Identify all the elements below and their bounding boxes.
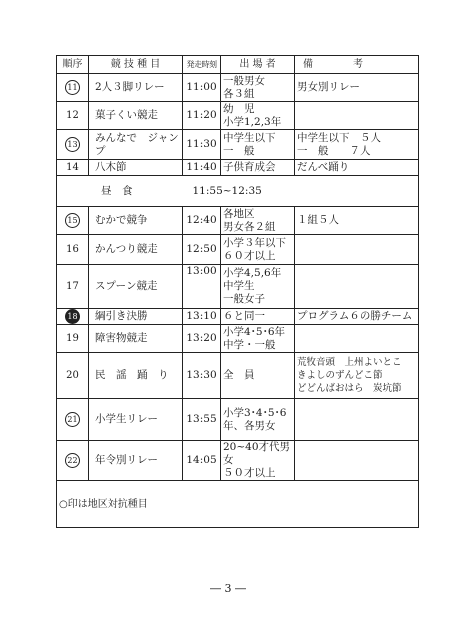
participant-line: ６と同一 [223,310,265,322]
participant-line: 小学３年以下 [223,236,286,249]
order-number: 15 [65,213,80,228]
remarks-cell [295,265,419,309]
order-cell [57,325,89,353]
participants-cell [221,265,295,309]
event-cell [89,235,183,265]
remark-line: きよしのずんどこ節 [297,370,383,381]
event-cell [89,441,183,481]
participant-line: 小学1,2,3年 [223,115,282,128]
participants-cell [221,207,295,235]
order-cell [57,235,89,265]
order-number: 17 [66,281,79,292]
start-time: 14:05 [186,454,217,466]
participant-line: ６０才以上 [223,249,276,262]
order-cell [57,265,89,309]
remarks-cell [295,309,419,325]
start-time: 11:30 [186,138,217,150]
event-cell [89,130,183,160]
participants-cell [221,102,295,130]
order-cell [57,130,89,160]
table-row [57,265,419,309]
start-time: 13:10 [186,310,217,322]
event-cell [89,265,183,309]
participant-line: 中学生 [223,280,255,292]
participant-line: ５０才以上 [223,467,276,479]
participant-line: 幼 児 [223,102,255,115]
remarks-cell [295,130,419,160]
participant-line: 小学3･4･5･6 [223,406,287,419]
lunch-row [57,176,419,207]
header-start-time: 発走時刻 [183,56,221,74]
participant-line: 全 員 [223,369,255,381]
remarks-cell [295,235,419,265]
participant-line: 各地区 [223,207,255,220]
note-row [57,481,419,528]
page-number: ― 3 ― [210,582,246,595]
participant-line: 小学4,5,6年 [223,267,282,279]
lunch-label: 昼 食 [101,184,133,197]
remark-line: プログラム６の勝チーム [297,310,413,322]
participant-line: 中学生以下 [223,131,276,144]
event-cell [89,353,183,399]
time-cell [183,160,221,176]
start-time: 13:55 [186,413,217,425]
header-order: 順序 [57,56,89,74]
start-time: 11:20 [186,109,217,121]
time-cell [183,102,221,130]
time-cell [183,130,221,160]
event-name: 八木節 [95,161,127,173]
program-table [56,55,419,528]
event-name: 2人３脚リレー [95,81,165,93]
order-cell [57,207,89,235]
header-remarks: 備 考 [295,56,419,74]
time-cell [183,353,221,399]
table-row [57,353,419,399]
participant-line: 各３組 [223,87,255,100]
remarks-cell [295,74,419,102]
participant-line: 子供育成会 [223,161,276,173]
order-cell [57,441,89,481]
participants-cell [221,441,295,481]
participant-line: 男女各２組 [223,220,276,233]
start-time: 11:40 [186,161,217,173]
event-name: 民 謡 踊 り [95,369,169,381]
time-cell [183,74,221,102]
remark-line: 荒牧音頭 上州よいとこ [297,357,402,368]
event-cell [89,74,183,102]
remarks-cell [295,325,419,353]
participants-cell [221,160,295,176]
participant-line: 中学・一般 [223,338,276,351]
table-row [57,309,419,325]
participants-cell [221,353,295,399]
order-number: 14 [66,162,79,173]
order-number: 18 [65,309,80,324]
participant-line: 年、各男女 [223,419,276,432]
participants-cell [221,325,295,353]
time-cell [183,441,221,481]
start-time: 12:40 [186,214,217,226]
table-row [57,207,419,235]
order-number: 11 [65,80,80,95]
table-row [57,441,419,481]
order-number: 16 [66,244,79,255]
event-cell [89,399,183,441]
start-time: 13:30 [186,369,217,381]
order-cell [57,74,89,102]
remarks-cell [295,102,419,130]
note-cell [57,481,419,528]
table-row [57,160,419,176]
order-number: 20 [66,370,79,381]
participant-line: 20~40才代男女 [223,441,291,466]
lunch-cell [57,176,419,207]
remarks-cell [295,353,419,399]
participant-line: 一 般 [223,144,255,157]
event-name: むかで競争 [95,214,148,226]
event-name: スプーン競走 [95,280,158,292]
time-cell [183,207,221,235]
event-name: 綱引き決勝 [95,310,148,322]
order-cell [57,399,89,441]
event-name: かんつり競走 [95,243,158,255]
event-name: みんなで ジャンプ [95,131,179,157]
participants-cell [221,130,295,160]
remarks-cell [295,207,419,235]
participants-cell [221,399,295,441]
event-cell [89,325,183,353]
table-row [57,102,419,130]
remark-line: どどんばおはら 炭坑節 [297,383,402,394]
order-number: 19 [66,333,79,344]
event-name: 障害物競走 [95,332,148,344]
remark-line: １組５人 [297,214,339,226]
order-cell [57,309,89,325]
event-name: 年令別リレー [95,454,158,466]
remark-line: だんべ踊り [297,161,350,173]
table-row [57,74,419,102]
event-cell [89,309,183,325]
remarks-cell [295,399,419,441]
time-cell [183,325,221,353]
table-row [57,130,419,160]
order-number: 21 [65,412,80,427]
participant-line: 一般女子 [223,293,265,305]
order-cell [57,160,89,176]
order-cell [57,353,89,399]
time-cell [183,235,221,265]
participant-line: 一般男女 [223,74,265,87]
participants-cell [221,309,295,325]
time-cell [183,309,221,325]
header-row [57,56,419,74]
event-cell [89,102,183,130]
table-row [57,325,419,353]
participants-cell [221,74,295,102]
remarks-cell [295,160,419,176]
event-name: 菓子くい競走 [95,109,158,121]
order-number: 13 [65,137,80,152]
table-row [57,235,419,265]
table-row [57,399,419,441]
order-number: 22 [65,453,80,468]
start-time: 13:20 [186,332,217,344]
lunch-time: 11:55~12:35 [192,184,262,197]
order-cell [57,102,89,130]
remarks-cell [295,441,419,481]
remark-line: 一 般 ７人 [297,144,371,157]
start-time: 12:50 [186,243,217,255]
time-cell [183,265,221,309]
participants-cell [221,235,295,265]
event-cell [89,207,183,235]
event-cell [89,160,183,176]
order-number: 12 [66,110,79,121]
time-cell [183,399,221,441]
start-time: 11:00 [186,81,217,93]
remark-line: 中学生以下 ５人 [297,131,381,144]
participant-line: 小学4･5･6年 [223,325,286,338]
event-name: 小学生リレー [95,413,158,425]
header-event: 競 技 種 目 [89,56,183,74]
header-participants: 出 場 者 [221,56,295,74]
remark-line: 男女別リレー [297,81,360,93]
note-text: ○印は地区対抗種目 [59,498,148,510]
start-time: 13:00 [186,265,217,277]
